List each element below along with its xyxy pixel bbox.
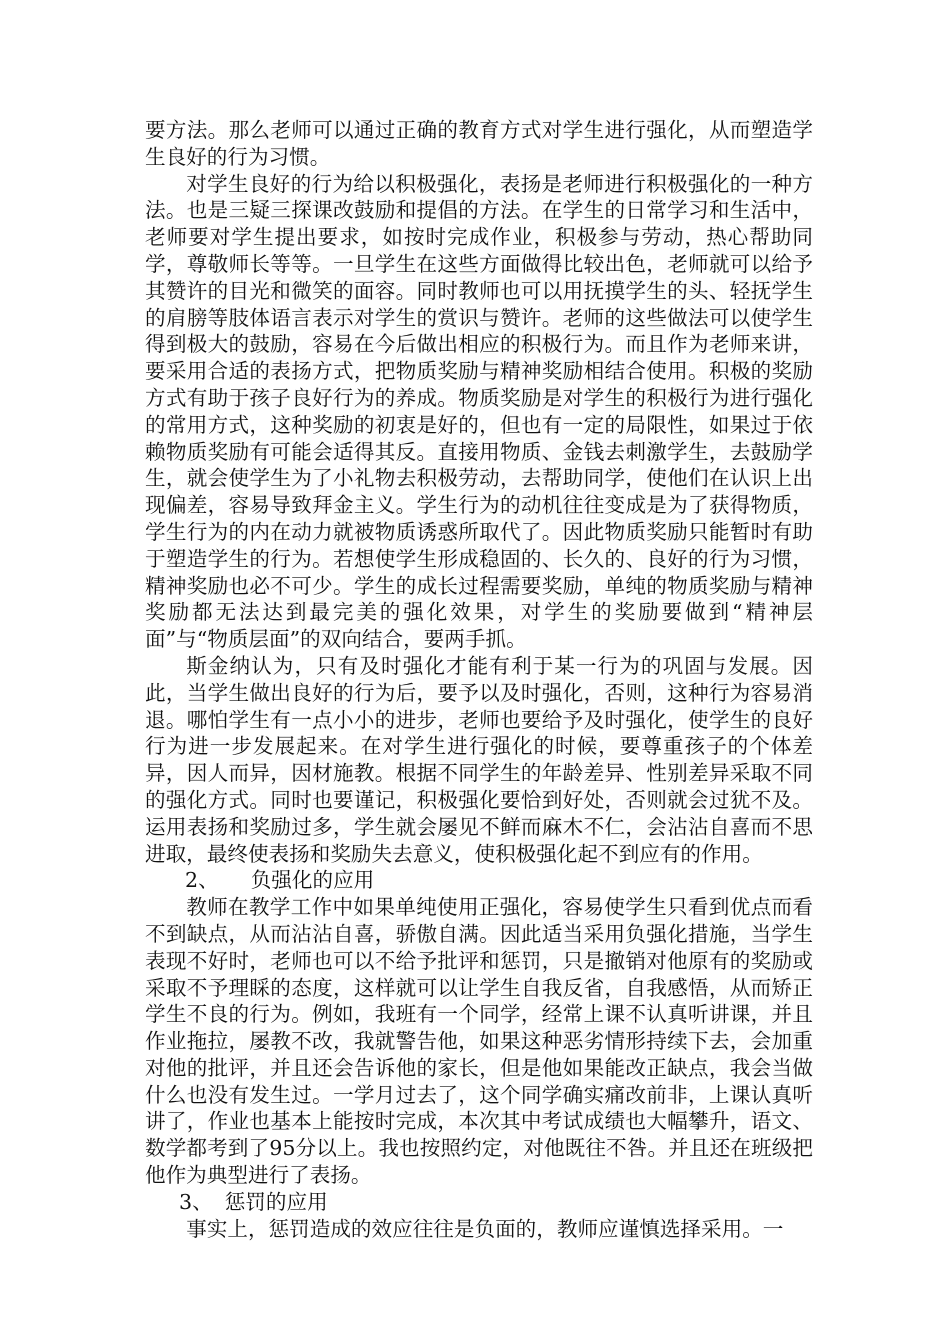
paragraph-negative-reinforcement: 教师在教学工作中如果单纯使用正强化，容易使学生只看到优点而看不到缺点，从而沾沾自喜，骄傲自满。因此适当采用负强化措施，当学生表现不好时，老师也可以不给予批评和惩罚，只是撤销对他原有的奖励或采取不予理睬的态度，这样就可以让学生自我反省，自我感悟，从而矫正学生不良的行为。例如，我班有一个同学，经常上课不认真听讲课，并且作业拖拉，屡教不改，我就警告他，如果这种恶劣情形持续下去，会加重对他的批评，并且还会告诉他的家长，但是他如果能改正缺点，我会当做什么也没有发生过。一学月过去了，这个同学确实痛改前非，上课认真听讲了，作业也基本上能按时完成，本次其中考试成绩也大幅攀升，语文、数学都考到了95分以上。我也按照约定，对他既往不咎。并且还在班级把他作为典型进行了表扬。 <box>145 895 813 1188</box>
section-title: 惩罚的应用 <box>224 1189 328 1214</box>
paragraph-skinner-timely-reinforcement: 斯金纳认为，只有及时强化才能有利于某一行为的巩固与发展。因此，当学生做出良好的行为后，要予以及时强化，否则，这种行为容易消退。哪怕学生有一点小小的进步，老师也要给予及时强化，使学生的良好行为进一步发展起来。在对学生进行强化的时候，要尊重孩子的个体差异，因人而异，因材施教。根据不同学生的年龄差异、性别差异采取不同的强化方式。同时也要谨记，积极强化要恰到好处，否则就会过犹不及。运用表扬和奖励过多，学生就会屡见不鲜而麻木不仁，会沾沾自喜而不思进取，最终使表扬和奖励失去意义，使积极强化起不到应有的作用。 <box>145 653 813 866</box>
section-number: 3、 <box>179 1189 213 1214</box>
section-heading-punishment <box>145 1189 813 1216</box>
paragraph-punishment: 事实上，惩罚造成的效应往往是负面的，教师应谨慎选择采用。一 <box>186 1216 784 1241</box>
section-title: 负强化的应用 <box>250 868 375 893</box>
paragraph-continuation: 要方法。那么老师可以通过正确的教育方式对学生进行强化，从而塑造学生良好的行为习惯。 <box>145 118 813 169</box>
section-number: 2、 <box>185 868 219 893</box>
paragraph-positive-reinforcement-praise: 对学生良好的行为给以积极强化，表扬是老师进行积极强化的一种方法。也是三疑三探课改鼓励和提倡的方法。在学生的日常学习和生活中，老师要对学生提出要求，如按时完成作业，积极参与劳动，热心帮助同学，尊敬师长等等。一旦学生在这些方面做得比较出色，老师就可以给予其赞许的目光和微笑的面容。同时教师也可以用抚摸学生的头、轻抚学生的肩膀等肢体语言表示对学生的赏识与赞许。老师的这些做法可以使学生得到极大的鼓励，容易在今后做出相应的积极行为。而且作为老师来讲，要采用合适的表扬方式，把物质奖励与精神奖励相结合使用。积极的奖励方式有助于孩子良好行为的养成。物质奖励是对学生的积极行为进行强化的常用方式，这种奖励的初衷是好的，但也有一定的局限性，如果过于依赖物质奖励有可能会适得其反。直接用物质、金钱去刺激学生，去鼓励学生，就会使学生为了小礼物去积极劳动，去帮助同学，使他们在认识上出现偏差，容易导致拜金主义。学生行为的动机往往变成是为了获得物质，学生行为的内在动力就被物质诱惑所取代了。因此物质奖励只能暂时有助于塑造学生的行为。若想使学生形成稳固的、长久的、良好的行为习惯，精神奖励也必不可少。学生的成长过程需要奖励，单纯的物质奖励与精神奖励都无法达到最完美的强化效果，对学生的奖励要做到“精神层面”与“物质层面”的双向结合，要两手抓。 <box>145 171 813 652</box>
document-body <box>145 117 813 1242</box>
section-heading-negative-reinforcement <box>145 867 813 894</box>
